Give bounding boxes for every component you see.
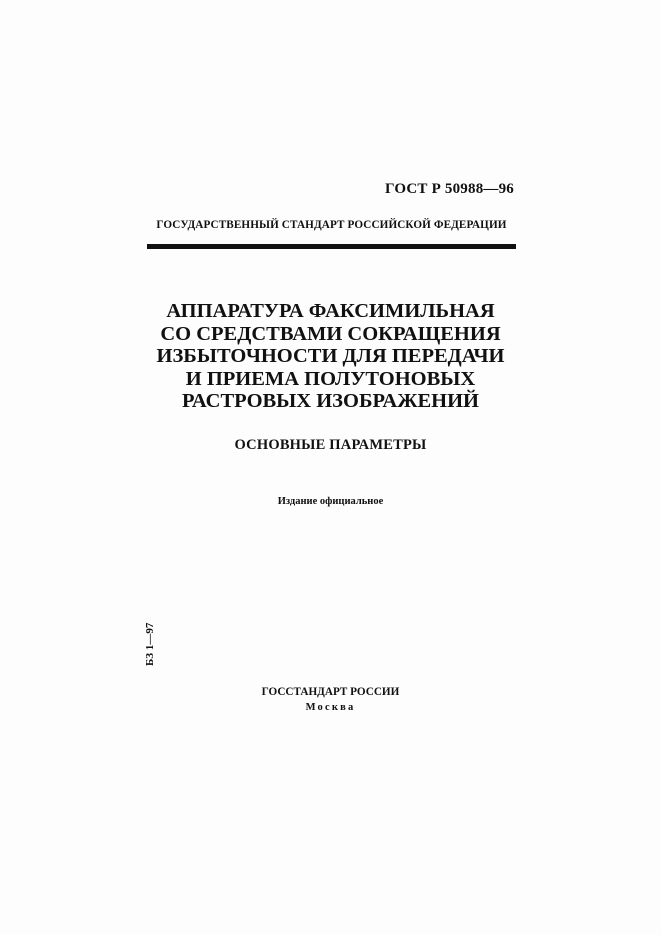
standard-type-heading: ГОСУДАРСТВЕННЫЙ СТАНДАРТ РОССИЙСКОЙ ФЕДЕРАЦИИ <box>156 219 507 231</box>
title-line-4: И ПРИЕМА ПОЛУТОНОВЫХ <box>185 367 476 390</box>
title-line-2: СО СРЕДСТВАМИ СОКРАЩЕНИЯ <box>160 322 501 345</box>
title-line-5: РАСТРОВЫХ ИЗОБРАЖЕНИЙ <box>182 390 479 412</box>
heading-rule <box>147 244 516 249</box>
publisher: ГОССТАНДАРТ РОССИИ <box>261 686 400 698</box>
document-subtitle: ОСНОВНЫЕ ПАРАМЕТРЫ <box>234 437 427 453</box>
side-registration-code: БЗ 1—97 <box>144 622 156 666</box>
publication-city: Москва <box>305 702 356 713</box>
title-line-3: ИЗБЫТОЧНОСТИ ДЛЯ ПЕРЕДАЧИ <box>156 345 505 367</box>
edition-note: Издание официальное <box>277 496 384 507</box>
standard-code: ГОСТ Р 50988—96 <box>384 181 514 197</box>
title-line-1: АППАРАТУРА ФАКСИМИЛЬНАЯ <box>166 300 495 322</box>
document-title <box>100 300 561 413</box>
